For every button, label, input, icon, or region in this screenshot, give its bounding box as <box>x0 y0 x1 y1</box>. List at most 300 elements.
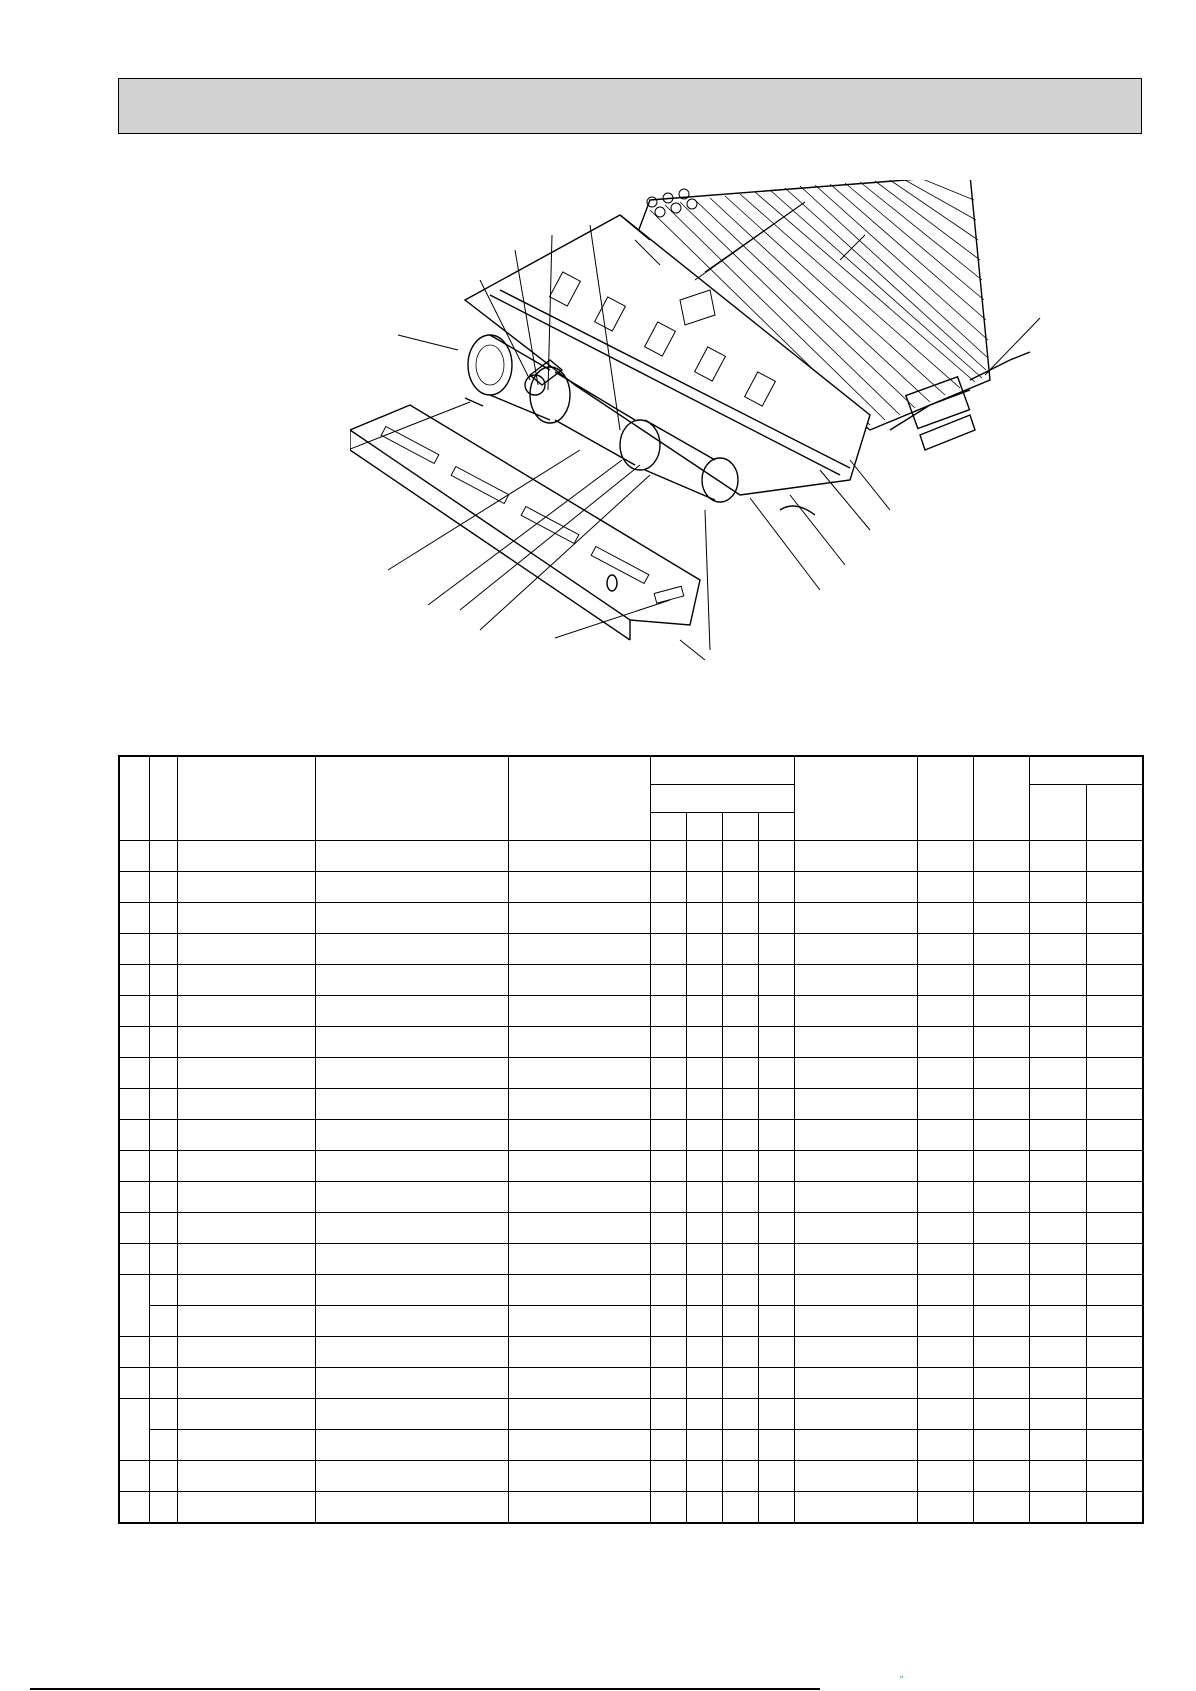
table-cell <box>917 841 973 872</box>
table-cell <box>508 1027 650 1058</box>
table-cell <box>758 1337 794 1368</box>
table-cell <box>686 1306 722 1337</box>
table-cell <box>149 1213 177 1244</box>
table-cell <box>508 1461 650 1492</box>
table-cell <box>794 1430 917 1461</box>
table-cell <box>917 1337 973 1368</box>
table-cell <box>119 1151 149 1182</box>
table-cell <box>508 1399 650 1430</box>
table-cell <box>315 1399 508 1430</box>
table-cell <box>177 1213 315 1244</box>
table-row <box>119 1337 1143 1368</box>
table-row <box>119 1151 1143 1182</box>
table-cell <box>315 1120 508 1151</box>
table-cell <box>973 1399 1029 1430</box>
table-cell <box>722 1368 758 1399</box>
table-cell <box>119 1058 149 1089</box>
table-cell <box>1086 872 1143 903</box>
table-cell <box>722 934 758 965</box>
table-cell <box>1086 1275 1143 1306</box>
table-cell <box>650 965 686 996</box>
table-cell <box>650 1027 686 1058</box>
table-cell <box>119 965 149 996</box>
table-cell <box>650 1275 686 1306</box>
table-cell <box>917 1275 973 1306</box>
table-cell <box>149 872 177 903</box>
table-cell <box>794 1213 917 1244</box>
table-row <box>119 1368 1143 1399</box>
col-qty-model-group <box>650 785 794 813</box>
table-cell <box>794 1368 917 1399</box>
col-sub-no <box>149 756 177 841</box>
table-cell <box>177 1492 315 1524</box>
table-cell <box>119 1244 149 1275</box>
table-row <box>119 1399 1143 1430</box>
table-cell <box>686 1182 722 1213</box>
table-row <box>119 1120 1143 1151</box>
table-cell <box>917 1306 973 1337</box>
table-cell <box>177 934 315 965</box>
table-row <box>119 903 1143 934</box>
table-cell <box>149 965 177 996</box>
table-cell <box>508 965 650 996</box>
table-cell <box>686 841 722 872</box>
table-cell <box>315 1058 508 1089</box>
table-cell <box>973 1430 1029 1461</box>
table-cell <box>686 1151 722 1182</box>
table-cell <box>650 1213 686 1244</box>
table-cell <box>650 1182 686 1213</box>
table-cell <box>177 872 315 903</box>
table-cell <box>686 872 722 903</box>
table-cell <box>508 1275 650 1306</box>
table-cell <box>973 903 1029 934</box>
table-cell <box>508 1120 650 1151</box>
table-cell <box>917 1151 973 1182</box>
col-qty-2 <box>686 813 722 841</box>
table-cell <box>722 996 758 1027</box>
table-cell <box>1086 1027 1143 1058</box>
table-cell <box>1029 934 1086 965</box>
table-cell <box>686 1089 722 1120</box>
table-cell <box>177 1151 315 1182</box>
table-cell <box>119 1337 149 1368</box>
table-cell <box>686 1337 722 1368</box>
table-cell <box>1029 1182 1086 1213</box>
table-cell <box>794 841 917 872</box>
table-cell <box>650 1151 686 1182</box>
col-diagram <box>973 756 1029 841</box>
table-cell <box>508 1182 650 1213</box>
table-cell <box>149 1337 177 1368</box>
exploded-parts-diagram <box>350 180 1130 690</box>
table-cell <box>758 1492 794 1524</box>
table-cell <box>973 996 1029 1027</box>
table-cell <box>758 841 794 872</box>
table-cell <box>650 1461 686 1492</box>
table-cell <box>1029 841 1086 872</box>
table-cell <box>722 1306 758 1337</box>
table-cell <box>1029 1244 1086 1275</box>
table-cell <box>722 1244 758 1275</box>
table-cell <box>917 1182 973 1213</box>
table-cell <box>686 1399 722 1430</box>
table-cell <box>119 1368 149 1399</box>
table-cell <box>315 1027 508 1058</box>
table-cell <box>119 996 149 1027</box>
table-cell <box>973 1337 1029 1368</box>
table-cell <box>508 1306 650 1337</box>
table-cell <box>1029 1058 1086 1089</box>
col-part-name <box>315 756 508 841</box>
table-cell <box>508 903 650 934</box>
table-cell <box>973 1182 1029 1213</box>
table-cell <box>686 1120 722 1151</box>
table-cell <box>1086 1182 1143 1213</box>
table-cell <box>794 934 917 965</box>
table-cell <box>1086 1089 1143 1120</box>
table-cell <box>119 1120 149 1151</box>
table-cell <box>149 1368 177 1399</box>
table-cell <box>119 841 149 872</box>
table-cell <box>315 1430 508 1461</box>
table-cell <box>650 1337 686 1368</box>
table-cell <box>686 1244 722 1275</box>
table-cell <box>177 1430 315 1461</box>
table-cell <box>973 1089 1029 1120</box>
table-cell <box>650 934 686 965</box>
parts-list-table <box>118 755 1144 1524</box>
table-cell <box>119 934 149 965</box>
table-cell <box>1029 1368 1086 1399</box>
footer-rule <box>30 1688 820 1690</box>
table-cell <box>1086 996 1143 1027</box>
col-wiring <box>917 756 973 841</box>
fastener <box>465 398 483 406</box>
table-cell <box>917 996 973 1027</box>
table-cell <box>973 841 1029 872</box>
table-cell <box>1029 1151 1086 1182</box>
table-cell <box>508 1337 650 1368</box>
table-cell <box>722 1089 758 1120</box>
col-no <box>119 756 149 841</box>
table-row <box>119 1213 1143 1244</box>
table-cell <box>722 1058 758 1089</box>
table-cell <box>119 1399 149 1461</box>
table-cell <box>1086 1430 1143 1461</box>
table-cell <box>917 965 973 996</box>
table-cell <box>1029 1089 1086 1120</box>
table-cell <box>177 1306 315 1337</box>
footer-mark: ” <box>900 1675 904 1686</box>
table-cell <box>149 903 177 934</box>
table-cell <box>1029 965 1086 996</box>
table-cell <box>758 1058 794 1089</box>
table-cell <box>508 1244 650 1275</box>
table-cell <box>794 1399 917 1430</box>
table-cell <box>973 1306 1029 1337</box>
table-cell <box>686 1213 722 1244</box>
table-cell <box>973 1213 1029 1244</box>
table-cell <box>315 1461 508 1492</box>
table-cell <box>177 1058 315 1089</box>
table-cell <box>149 996 177 1027</box>
table-cell <box>1086 1337 1143 1368</box>
table-cell <box>508 1151 650 1182</box>
table-cell <box>973 1368 1029 1399</box>
table-cell <box>794 1058 917 1089</box>
table-cell <box>149 841 177 872</box>
table-cell <box>794 1337 917 1368</box>
table-cell <box>119 1461 149 1492</box>
col-part-no <box>177 756 315 841</box>
table-cell <box>1086 1120 1143 1151</box>
table-cell <box>722 1151 758 1182</box>
table-cell <box>758 1368 794 1399</box>
table-cell <box>686 934 722 965</box>
table-cell <box>1029 1306 1086 1337</box>
table-cell <box>315 934 508 965</box>
table-cell <box>1029 1461 1086 1492</box>
table-cell <box>917 1492 973 1524</box>
table-cell <box>722 1120 758 1151</box>
table-cell <box>1086 1399 1143 1430</box>
table-cell <box>758 1275 794 1306</box>
table-cell <box>1029 1213 1086 1244</box>
table-cell <box>917 1058 973 1089</box>
table-cell <box>686 965 722 996</box>
table-cell <box>149 934 177 965</box>
table-cell <box>686 1430 722 1461</box>
table-cell <box>722 872 758 903</box>
table-cell <box>508 1430 650 1461</box>
table-cell <box>917 934 973 965</box>
table-cell <box>758 1306 794 1337</box>
table-cell <box>177 965 315 996</box>
table-cell <box>177 1027 315 1058</box>
table-cell <box>1086 1213 1143 1244</box>
table-cell <box>794 1120 917 1151</box>
section-title-bar <box>118 78 1142 134</box>
table-cell <box>794 1027 917 1058</box>
table-cell <box>650 1368 686 1399</box>
table-cell <box>1086 1244 1143 1275</box>
table-cell <box>315 1151 508 1182</box>
table-cell <box>177 1120 315 1151</box>
table-cell <box>722 1430 758 1461</box>
table-cell <box>1029 1275 1086 1306</box>
table-cell <box>149 1244 177 1275</box>
table-row <box>119 1182 1143 1213</box>
table-cell <box>917 1120 973 1151</box>
table-cell <box>722 1399 758 1430</box>
table-cell <box>917 1368 973 1399</box>
table-cell <box>917 1399 973 1430</box>
parts-table-body <box>119 841 1143 1524</box>
table-cell <box>973 1492 1029 1524</box>
table-cell <box>315 1213 508 1244</box>
table-cell <box>1029 1337 1086 1368</box>
table-cell <box>758 934 794 965</box>
table-row <box>119 1430 1143 1461</box>
table-cell <box>149 1120 177 1151</box>
table-cell <box>177 1368 315 1399</box>
table-cell <box>177 1244 315 1275</box>
table-cell <box>917 1213 973 1244</box>
table-cell <box>508 1368 650 1399</box>
table-cell <box>758 1027 794 1058</box>
table-cell <box>650 1120 686 1151</box>
table-cell <box>177 1275 315 1306</box>
table-cell <box>1086 1492 1143 1524</box>
table-cell <box>758 1399 794 1430</box>
table-cell <box>686 1058 722 1089</box>
table-cell <box>917 1244 973 1275</box>
table-cell <box>508 1213 650 1244</box>
table-row <box>119 1058 1143 1089</box>
table-cell <box>758 965 794 996</box>
table-cell <box>973 934 1029 965</box>
table-row <box>119 1089 1143 1120</box>
table-cell <box>686 1275 722 1306</box>
table-cell <box>1029 1120 1086 1151</box>
table-cell <box>1029 1492 1086 1524</box>
table-cell <box>650 841 686 872</box>
table-cell <box>722 1461 758 1492</box>
table-cell <box>686 1368 722 1399</box>
table-cell <box>758 1120 794 1151</box>
table-cell <box>794 903 917 934</box>
table-cell <box>973 965 1029 996</box>
table-cell <box>758 872 794 903</box>
table-cell <box>758 1213 794 1244</box>
table-cell <box>1086 1151 1143 1182</box>
table-cell <box>650 1058 686 1089</box>
col-recommended-group <box>1029 756 1143 785</box>
table-cell <box>149 1275 177 1306</box>
table-cell <box>149 1430 177 1461</box>
table-cell <box>650 1244 686 1275</box>
table-cell <box>177 996 315 1027</box>
table-cell <box>686 996 722 1027</box>
table-cell <box>508 1492 650 1524</box>
table-row <box>119 965 1143 996</box>
table-row <box>119 1461 1143 1492</box>
table-row <box>119 872 1143 903</box>
table-cell <box>917 1027 973 1058</box>
col-recommended-b <box>1086 785 1143 841</box>
table-cell <box>917 1430 973 1461</box>
col-remarks <box>794 756 917 841</box>
table-cell <box>119 1275 149 1337</box>
table-cell <box>315 996 508 1027</box>
table-cell <box>722 1337 758 1368</box>
table-row <box>119 841 1143 872</box>
table-cell <box>149 1151 177 1182</box>
table-cell <box>1086 1461 1143 1492</box>
table-cell <box>973 1058 1029 1089</box>
table-cell <box>1029 903 1086 934</box>
table-cell <box>1086 903 1143 934</box>
table-cell <box>315 1275 508 1306</box>
table-cell <box>315 903 508 934</box>
table-cell <box>119 1089 149 1120</box>
table-cell <box>973 872 1029 903</box>
table-cell <box>686 1461 722 1492</box>
table-cell <box>686 1492 722 1524</box>
table-cell <box>758 996 794 1027</box>
table-cell <box>758 1244 794 1275</box>
table-cell <box>315 1337 508 1368</box>
clip <box>780 506 815 515</box>
table-cell <box>722 1213 758 1244</box>
table-cell <box>149 1306 177 1337</box>
table-cell <box>1086 1368 1143 1399</box>
table-cell <box>973 1027 1029 1058</box>
table-row <box>119 996 1143 1027</box>
table-cell <box>1029 1399 1086 1430</box>
table-row <box>119 1027 1143 1058</box>
table-cell <box>508 1089 650 1120</box>
table-cell <box>650 1492 686 1524</box>
table-cell <box>758 1430 794 1461</box>
table-cell <box>508 841 650 872</box>
table-cell <box>177 1089 315 1120</box>
table-cell <box>917 1461 973 1492</box>
col-recommended-a <box>1029 785 1086 841</box>
table-cell <box>119 1027 149 1058</box>
table-cell <box>758 1461 794 1492</box>
table-cell <box>973 1461 1029 1492</box>
table-cell <box>722 841 758 872</box>
table-cell <box>1086 965 1143 996</box>
table-cell <box>794 996 917 1027</box>
table-cell <box>650 872 686 903</box>
table-cell <box>149 1058 177 1089</box>
table-cell <box>794 1306 917 1337</box>
table-cell <box>722 965 758 996</box>
table-cell <box>177 1461 315 1492</box>
table-cell <box>794 1461 917 1492</box>
table-cell <box>508 872 650 903</box>
table-cell <box>794 1275 917 1306</box>
table-cell <box>177 1399 315 1430</box>
table-cell <box>1086 1058 1143 1089</box>
table-cell <box>758 903 794 934</box>
table-row <box>119 1275 1143 1306</box>
table-cell <box>973 1275 1029 1306</box>
table-cell <box>650 1306 686 1337</box>
table-cell <box>722 1492 758 1524</box>
table-cell <box>722 1027 758 1058</box>
table-cell <box>973 1120 1029 1151</box>
table-cell <box>315 1306 508 1337</box>
table-row <box>119 1306 1143 1337</box>
table-cell <box>973 1151 1029 1182</box>
table-cell <box>1029 996 1086 1027</box>
table-cell <box>119 1492 149 1524</box>
table-cell <box>508 1058 650 1089</box>
table-cell <box>794 1244 917 1275</box>
table-cell <box>149 1399 177 1430</box>
table-cell <box>1029 1430 1086 1461</box>
table-cell <box>1029 872 1086 903</box>
table-cell <box>177 903 315 934</box>
table-cell <box>177 1182 315 1213</box>
drain-pan <box>350 405 700 640</box>
table-cell <box>650 1399 686 1430</box>
table-cell <box>794 965 917 996</box>
